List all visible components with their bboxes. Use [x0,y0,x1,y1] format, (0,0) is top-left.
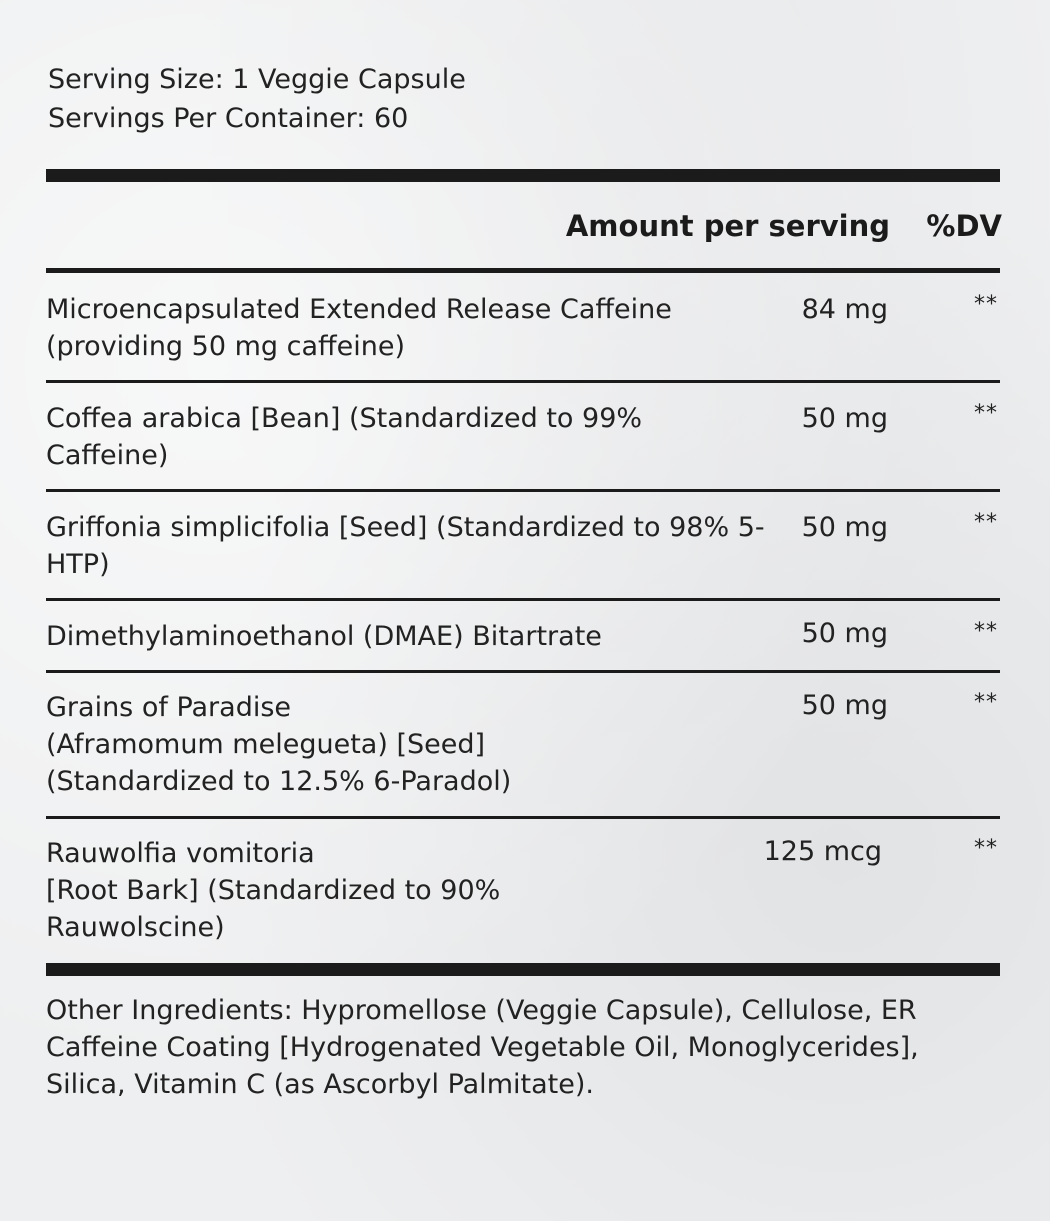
top-thick-divider [46,169,1000,182]
ingredient-amount: 84 mg [801,294,888,325]
serving-size: Serving Size: 1 Veggie Capsule [48,64,466,95]
servings-per-container: Servings Per Container: 60 [48,103,409,134]
ingredient-dv: ** [974,619,998,644]
ingredient-name: Dimethylaminoethanol (DMAE) Bitartrate [46,621,602,652]
other-ingredients: Other Ingredients: Hypromellose (Veggie Capsule), Cellulose, ER Caffeine Coating [Hydrogenated Vegetable Oil, Monoglycerides], Silica, Vitamin C (as Ascorbyl Palmitate). [46,995,919,1100]
ingredient-dv: ** [974,401,998,426]
ingredient-amount: 50 mg [801,512,888,543]
ingredient-dv: ** [974,510,998,535]
row-divider [46,816,1000,819]
row-divider [46,598,1000,601]
ingredient-name: Grains of Paradise (Aframomum melegueta) [Seed] (Standardized to 12.5% 6-Paradol) [46,692,512,797]
ingredient-name: Coffea arabica [Bean] (Standardized to 99% Caffeine) [46,403,643,471]
ingredient-amount: 125 mcg [763,836,882,867]
ingredient-name: Griffonia simplicifolia [Seed] (Standardized to 98% 5-HTP) [46,512,765,580]
row-divider [46,380,1000,383]
ingredient-amount: 50 mg [801,690,888,721]
ingredient-dv: ** [974,292,998,317]
daily-value-header: %DV [926,209,1002,243]
row-divider [46,670,1000,673]
row-divider [46,489,1000,492]
ingredient-name: Rauwolfia vomitoria [Root Bark] (Standardized to 90% Rauwolscine) [46,838,501,943]
ingredient-dv: ** [974,836,998,861]
bottom-thick-divider [46,963,1000,976]
header-divider [46,268,1000,273]
ingredient-amount: 50 mg [801,618,888,649]
amount-per-serving-header: Amount per serving [565,209,890,243]
ingredient-amount: 50 mg [801,403,888,434]
ingredient-dv: ** [974,690,998,715]
ingredient-name: Microencapsulated Extended Release Caffeine (providing 50 mg caffeine) [46,294,672,362]
